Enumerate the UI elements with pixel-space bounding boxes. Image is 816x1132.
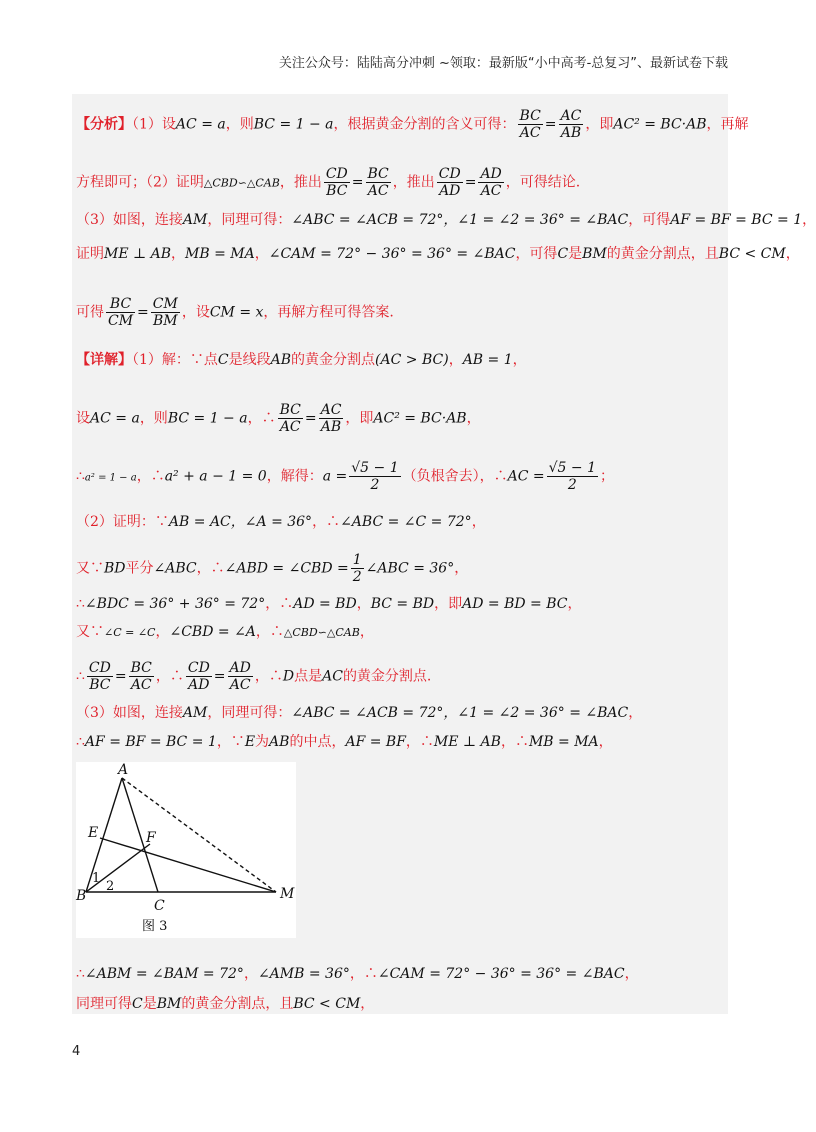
text: ， [356,596,371,612]
equals: = [114,668,127,685]
math: AC = [507,468,545,485]
text: 是线段 [228,352,271,368]
text: ， [466,410,481,427]
text: 的中点， [289,734,346,750]
text: 证明 [76,246,104,262]
page-header: 关注公众号：陆陆高分冲刺 ~领取：最新版“小中高考-总复习”、最新试卷下载 [278,56,728,71]
text: ，可得 [628,212,671,228]
math: AB [269,734,290,750]
text: ， [512,352,527,368]
text: 的黄金分割点，且 [181,996,294,1012]
fraction: $\frac{AD}{AC}$ [229,660,251,693]
math: ∠C = ∠C [104,626,156,639]
text: ，则 [225,116,254,133]
text: 的黄金分割点 [291,352,376,368]
detail-line-1 [76,350,734,370]
text: ； [600,468,615,485]
label-m: M [280,886,295,902]
text: ∴ [76,734,85,750]
fraction: $\frac{BC}{AC}$ [130,660,152,693]
math: MB = MA [185,246,255,262]
segment-em [100,838,276,892]
text: ， [243,966,258,982]
text: ， [171,246,186,262]
fraction: $\frac{AD}{AC}$ [480,166,502,199]
text: 的黄金分割点，且 [606,246,719,262]
math: CM = x [209,304,264,321]
text: ，设 [181,304,210,321]
text: 是 [142,996,157,1012]
text: （负根舍去），∴ [402,468,508,485]
text: ，∴ [405,734,434,750]
fraction: $\frac{CD}{AD}$ [438,166,461,199]
text: ， [785,246,800,262]
math: AM [182,705,208,721]
analysis-line-4 [76,244,800,264]
text: （1）设 [132,116,176,133]
math: AF = BF = BC = 1 [670,212,803,228]
text: ，推出 [392,174,435,191]
math: AB = 1 [462,352,513,368]
text: ∴ [76,596,85,612]
text: （1）解：∵点 [132,352,218,368]
math: AC = a [90,410,140,427]
text: ，∴ [500,734,529,750]
math: AD = BD = BC [462,596,568,612]
text: ，∴ [155,668,184,685]
math: △CBD∽△CAB [283,626,360,639]
math: ∠BDC = 36° + 36° = 72° [84,596,266,612]
math: BM [156,996,182,1012]
label-e: E [88,825,99,841]
math: AB = AC，∠A = 36° [168,514,313,530]
analysis-line-1 [76,108,749,141]
label-b: B [76,888,87,904]
math: ∠ABC [153,560,197,577]
text: 为 [255,734,270,750]
text: （3）如图，连接 [76,212,183,228]
label-c: C [154,898,165,914]
math: D [282,668,295,685]
math: BC < CM [718,246,786,262]
fraction: $\frac{AC}{AB}$ [560,108,582,141]
text: ，即 [434,596,463,612]
label-a: A [118,762,129,778]
text: 平分 [125,560,154,577]
math: ∠ABM = ∠BAM = 72° [84,966,244,982]
detail-line-6 [76,594,734,614]
label-f: F [146,830,156,846]
fraction: $\frac{CD}{BC}$ [88,660,111,693]
text: ， [360,996,375,1012]
analysis-line-2 [76,166,734,199]
fraction: $\frac{1}{2}$ [352,552,362,585]
text: 是 [568,246,583,262]
equals: = [544,116,557,133]
text: ，∵ [216,734,245,750]
detail-line-2 [76,402,734,435]
text: ， [359,624,374,640]
detail-line-3 [76,460,734,493]
analysis-line-5 [76,296,734,329]
geometry-figure [76,762,296,938]
text: ， [155,624,170,640]
text: ， [567,596,582,612]
label-angle-2: 2 [106,879,115,894]
fraction: $\frac{CM}{BM}$ [152,296,178,329]
text: ，同理可得： [207,705,292,721]
text: ∴ [76,668,85,685]
text: ，再解方程可得答案. [263,304,394,321]
math: AD = BD [293,596,357,612]
math: ME ⊥ AB [104,246,172,262]
math: ∠CAM = 72° − 36° = 36° = ∠BAC [377,966,625,982]
fraction: $\frac{CD}{BC}$ [325,166,348,199]
math: C [557,246,569,262]
text: ，再解 [706,116,749,133]
equals: = [351,174,364,191]
math: ∠CBD = ∠A [169,624,256,640]
fraction: $\frac{√5 - 1}{2}$ [548,460,597,493]
text: 点是 [294,668,323,685]
text: ，即 [585,116,614,133]
text: ，∴ [196,560,225,577]
math: C [132,996,143,1012]
detail-line-8 [76,660,734,693]
math: (AC > BC) [375,352,449,368]
text: ，∴ [247,410,276,427]
fraction: $\frac{√5 - 1}{2}$ [351,460,399,493]
analysis-line-3 [76,210,816,230]
text: ∴ [76,468,85,485]
text: ， [624,966,639,982]
text: ，同理可得： [207,212,292,228]
fraction: $\frac{BC}{AC}$ [519,108,541,141]
text: ，∴ [265,596,294,612]
text: （3）如图，连接 [76,705,183,721]
math: a² = 1 − a [84,472,137,484]
text: ，可得结论. [505,174,581,191]
text: 又∵ [76,624,104,640]
math: ∠ABC = ∠C = 72° [340,514,472,530]
text: ， [628,705,643,721]
math: MB = MA [528,734,599,750]
text: ， [448,352,463,368]
detail-line-7 [76,622,734,643]
text: ，∴ [312,514,341,530]
text: ，∴ [254,668,283,685]
text: （2）证明：∵ [76,514,169,530]
math: ∠ABD = ∠CBD = [224,560,349,577]
math: AC [322,668,343,685]
detail-tag: 【详解】 [76,352,132,368]
fraction: $\frac{BC}{AC}$ [367,166,389,199]
math: BC = BD [370,596,435,612]
text: 的黄金分割点. [342,668,432,685]
math: AF = BF = BC = 1 [84,734,217,750]
text: ，∴ [349,966,378,982]
math: ∠ABC = 36° [365,560,455,577]
text: ，解得： [266,468,323,485]
text: ，根据黄金分割的含义可得： [333,116,516,133]
math: BM [582,246,607,262]
detail-line-10 [76,732,734,752]
math: AM [182,212,208,228]
math: ∠ABC = ∠ACB = 72°，∠1 = ∠2 = 36° = ∠BAC [291,212,629,228]
detail-line-12 [76,994,734,1014]
fraction: $\frac{CD}{AD}$ [187,660,210,693]
label-angle-1: 1 [92,871,101,886]
detail-line-4 [76,512,734,532]
equals: = [213,668,226,685]
text: ， [598,734,613,750]
detail-line-5 [76,552,734,585]
analysis-tag: 【分析】 [76,116,132,133]
text: ∴ [76,966,85,982]
detail-line-11 [76,964,734,984]
text: 同理可得 [76,996,132,1012]
math: a² + a − 1 = 0 [164,468,267,485]
text: ， [254,246,269,262]
math: BD [104,560,126,577]
equals: = [304,410,317,427]
text: ，则 [139,410,168,427]
math: BC = 1 − a [253,116,334,133]
math: E [244,734,256,750]
text: ， [454,560,469,577]
text: ， [802,212,816,228]
math: BC = 1 − a [167,410,248,427]
math: AC² = BC·AB [613,116,707,133]
fraction: $\frac{BC}{CM}$ [108,296,134,329]
equals: = [464,174,477,191]
math: ∠CAM = 72° − 36° = 36° = ∠BAC [268,246,516,262]
text: ， [471,514,486,530]
figure-caption: 图 3 [142,919,168,934]
triangle-diagram [76,762,296,938]
math: AC = a [175,116,226,133]
fraction: $\frac{BC}{AC}$ [279,402,301,435]
text: ，∴ [136,468,165,485]
text: ，可得 [515,246,558,262]
equals: = [137,304,149,321]
math: AF = BF [345,734,406,750]
text: 方程即可；（2）证明 [76,174,204,191]
page-number: 4 [72,1044,81,1059]
math: a = [322,468,348,485]
math: ∠ABC = ∠ACB = 72°，∠1 = ∠2 = 36° = ∠BAC [291,705,629,721]
text: 又∵ [76,560,104,577]
detail-line-9 [76,703,734,723]
math: ∠AMB = 36° [257,966,350,982]
math: △CBD∽△CAB [203,176,280,190]
text: ，推出 [279,174,322,191]
fraction: $\frac{AC}{AB}$ [320,402,342,435]
math: AC² = BC·AB [373,410,467,427]
math: ME ⊥ AB [433,734,501,750]
text: 设 [76,410,90,427]
text: 可得 [76,304,104,321]
text: ，即 [345,410,374,427]
math: AB [270,352,292,368]
text: ，∴ [255,624,284,640]
math: C [217,352,229,368]
math: BC < CM [293,996,361,1012]
